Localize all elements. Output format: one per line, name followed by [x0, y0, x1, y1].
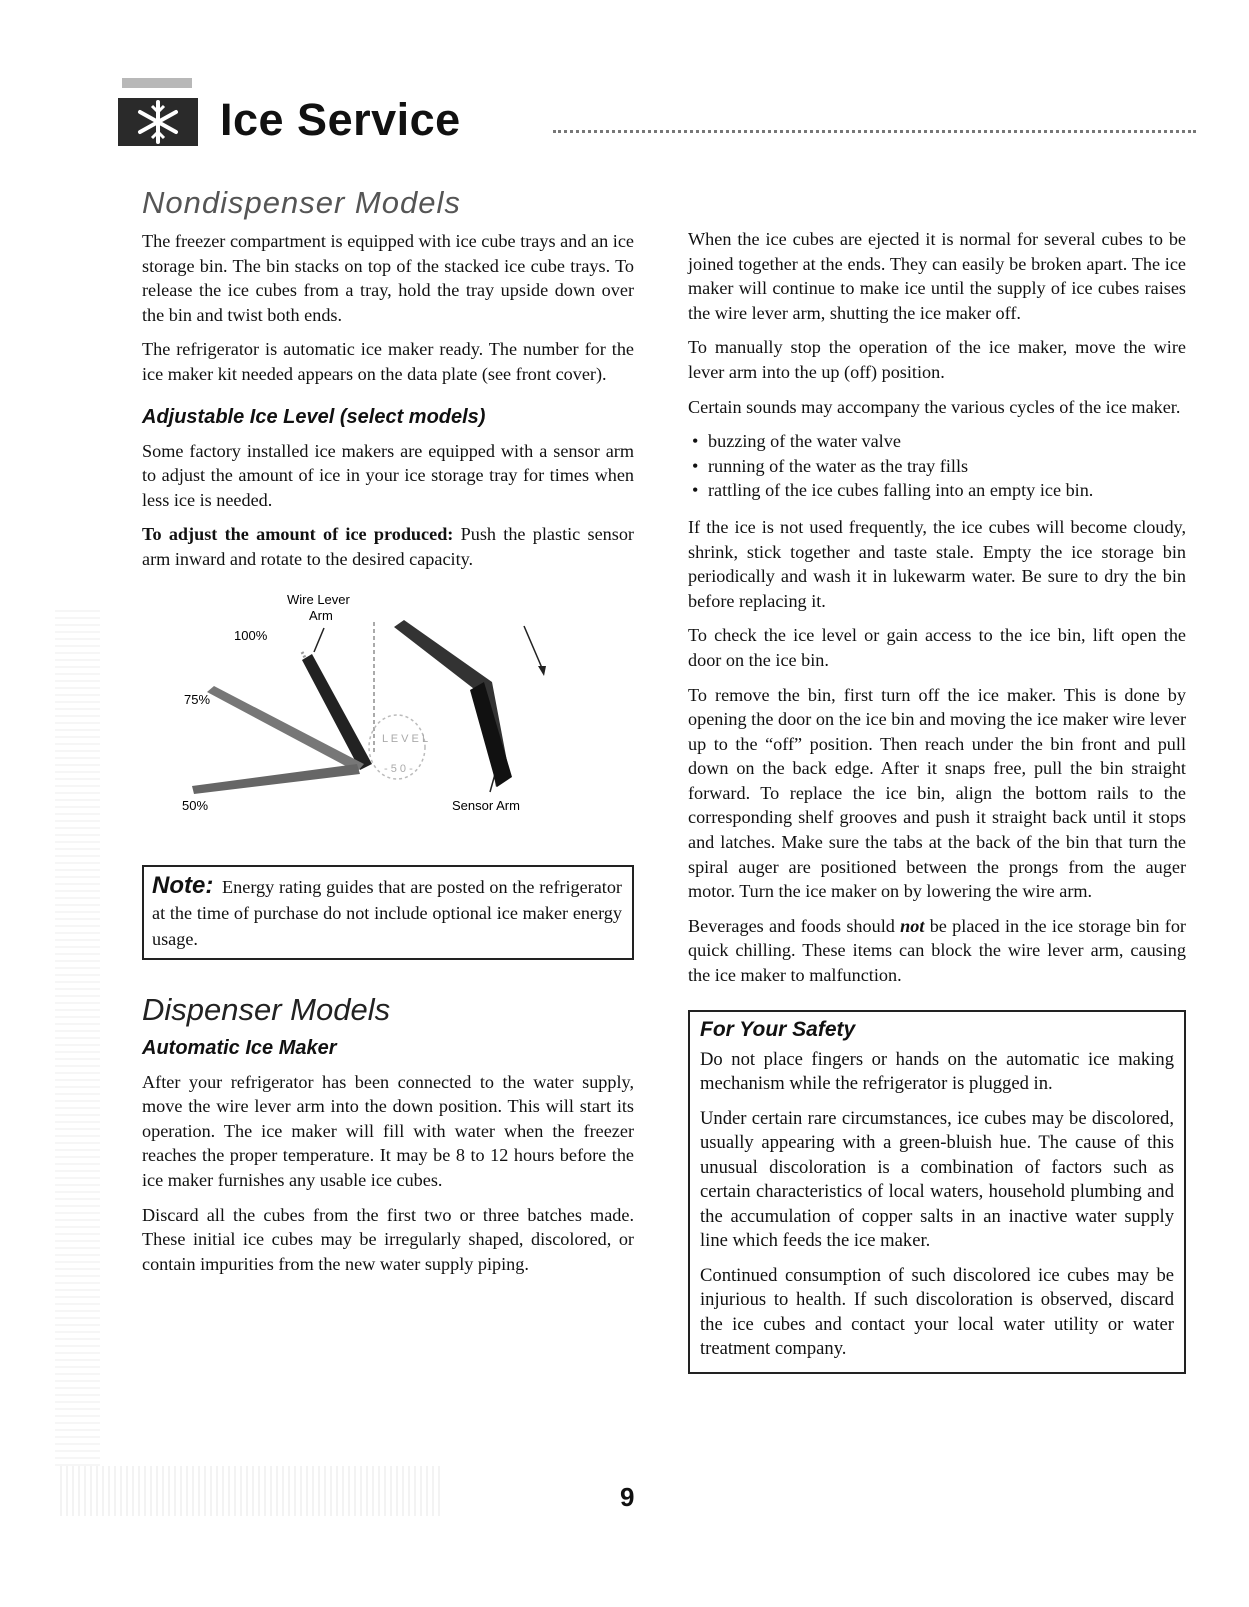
svg-text:- 5 0 -: - 5 0 -	[384, 762, 413, 775]
wire-lever-label-2: Arm	[309, 607, 333, 623]
list-item: • rattling of the ice cubes falling into an empty ice bin.	[688, 478, 1186, 503]
subheading-paren: (select models)	[339, 405, 486, 428]
paragraph: When the ice cubes are ejected it is normal for several cubes to be joined together at the ends. They can easily be broken apart. The ice maker will continue to make ice until the supply of ice cubes raises the wire lever arm, shutting the ice maker off.	[688, 229, 1186, 323]
emphasis-not: not	[900, 915, 925, 936]
paragraph: Discard all the cubes from the first two or three batches made. These initial ice cubes may be irregularly shaped, discolored, or contain impurities from the new water supply piping.	[142, 1204, 634, 1274]
paragraph-text: be placed in the ice storage bin for quick chilling. These items can block the wire lever arm, causing the ice maker to malfunction.	[688, 915, 1186, 986]
paragraph: If the ice is not used frequently, the ice cubes will become cloudy, shrink, stick together and taste stale. Empty the ice storage bin periodically and wash it in lukewarm water. Be sure to dry the bin before replacing it.	[688, 516, 1186, 611]
title-dotted-leader	[553, 130, 1196, 133]
subheading-adjustable-ice-level	[142, 405, 634, 429]
paragraph-text: Beverages and foods should	[688, 915, 901, 936]
page-header	[116, 78, 1196, 148]
note-box	[142, 865, 634, 960]
ice-level-illustration	[152, 582, 572, 847]
ice-level-diagram	[152, 582, 572, 847]
paragraph: The freezer compartment is equipped with ice cube trays and an ice storage bin. The bin stacks on top of the stacked ice cube trays. To release the ice cubes from a tray, hold the tray upside down over the bin and twist both ends.	[142, 231, 634, 325]
sensor-arm-label: Sensor Arm	[452, 797, 520, 813]
safety-box	[688, 1010, 1186, 1374]
paragraph: To remove the bin, first turn off the ice maker. This is done by opening the door on the ice bin and moving the ice maker wire lever up to the “off” position. Then reach under the bin front and pull down on the back edge. After it snaps free, pull the bin straight forward. To replace the ice bin, align the bottom rails to the corresponding shelf grooves and push it straight back until it stops and latches. Make sure the tabs at the back of the bin that turn the spiral auger are positioned between the prongs from the auger motor. Turn the ice maker on by lowering the wire arm.	[688, 684, 1186, 902]
bold-lead: To adjust the amount of ice produced:	[142, 524, 454, 545]
paragraph: Some factory installed ice makers are equipped with a sensor arm to adjust the amount of ice in your ice storage tray for times when less ice is needed.	[142, 440, 634, 510]
scan-noise-left	[55, 610, 100, 1470]
page-title: Ice Service	[220, 94, 461, 145]
subheading-text: Adjustable Ice Level	[142, 405, 335, 428]
wire-lever-label-1: Wire Lever	[287, 591, 350, 607]
page-number: 9	[620, 1482, 635, 1512]
paragraph: The refrigerator is automatic ice maker ready. The number for the ice maker kit needed appears on the data plate (see front cover).	[142, 339, 634, 384]
list-item: • buzzing of the water valve	[688, 429, 1186, 454]
safety-paragraph: Under certain rare circumstances, ice cubes may be discolored, usually appearing with a green-bluish hue. The cause of this unusual discoloration is a combination of factors such as certain characteristics of local waters, household plumbing and the accumulation of copper salts in an inactive water supply line which feeds the ice maker.	[700, 1107, 1174, 1252]
scan-noise-bottom	[60, 1466, 440, 1516]
paragraph-adjust-instructions	[142, 522, 634, 571]
subheading-automatic-ice-maker: Automatic Ice Maker	[142, 1036, 337, 1059]
paragraph: Certain sounds may accompany the various cycles of the ice maker.	[688, 396, 1181, 417]
label-50-percent: 50%	[182, 797, 209, 813]
paragraph: To check the ice level or gain access to the ice bin, lift open the door on the ice bin.	[688, 625, 1186, 670]
section-title-dispenser: Dispenser Models	[142, 991, 391, 1027]
note-label: Note:	[152, 871, 214, 899]
safety-paragraph: Continued consumption of such discolored ice cubes may be injurious to health. If such discoloration is observed, discard the ice cubes and contact your local water utility or water treatment company.	[700, 1264, 1174, 1360]
note-text: Energy rating guides that are posted on the refrigerator at the time of purchase do not include optional ice maker energy usage.	[152, 876, 622, 949]
left-column	[142, 185, 634, 1286]
paragraph-beverages	[688, 914, 1186, 988]
svg-text:L E V E L: L E V E L	[382, 732, 429, 745]
safety-paragraph: Do not place fingers or hands on the automatic ice making mechanism while the refrigerator is plugged in.	[700, 1048, 1174, 1095]
list-item: • running of the water as the tray fills	[688, 454, 1186, 479]
safety-title: For Your Safety	[700, 1017, 856, 1041]
paragraph: After your refrigerator has been connected to the water supply, move the wire lever arm into the down position. This will start its operation. The ice maker will fill with water when the freezer reaches the proper temperature. It may be 8 to 12 hours before the ice maker furnishes any usable ice cubes.	[142, 1071, 634, 1190]
paragraph: To manually stop the operation of the ice maker, move the wire lever arm into the up (off) position.	[688, 337, 1186, 382]
label-75-percent: 75%	[184, 691, 211, 707]
snowflake-icon	[116, 78, 206, 148]
paragraph-text: Push the plastic sensor arm inward and rotate to the desired capacity.	[142, 524, 634, 569]
label-100-percent: 100%	[234, 627, 268, 643]
right-column	[688, 227, 1186, 1374]
sounds-list	[688, 429, 1186, 503]
section-title-nondispenser: Nondispenser Models	[142, 185, 461, 220]
